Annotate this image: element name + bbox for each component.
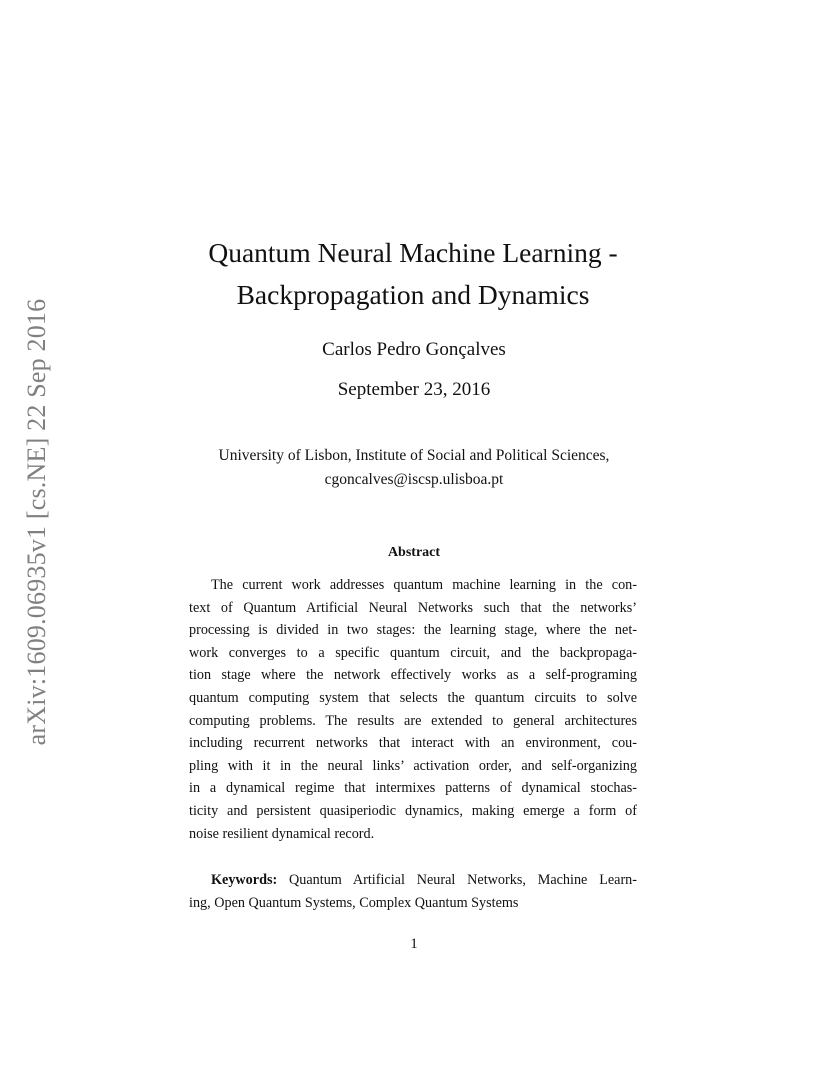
- publication-date: September 23, 2016: [337, 379, 491, 400]
- author-name: Carlos Pedro Gonçalves: [322, 339, 506, 360]
- abstract-line: processing is divided in two stages: the learning stage, where the net-: [189, 622, 637, 639]
- keywords-line: [189, 869, 637, 892]
- paper-title: [130, 232, 696, 316]
- affiliation-institution: University of Lisbon, Institute of Social and Political Sciences,: [218, 447, 610, 464]
- abstract-line: noise resilient dynamical record.: [189, 825, 375, 842]
- keywords-label: Keywords:: [211, 872, 278, 888]
- title-line: Backpropagation and Dynamics: [236, 279, 590, 310]
- abstract-line: computing problems. The results are extended to general architectures: [189, 712, 637, 729]
- author-email: cgoncalves@iscsp.ulisboa.pt: [324, 471, 504, 488]
- title-line: Quantum Neural Machine Learning -: [208, 237, 618, 268]
- abstract-line: in a dynamical regime that intermixes patterns of dynamical stochas-: [189, 780, 637, 797]
- keywords-line: ing, Open Quantum Systems, Complex Quantum Systems: [189, 894, 519, 911]
- abstract-line: The current work addresses quantum machine learning in the con-: [211, 577, 637, 593]
- abstract-heading: Abstract: [387, 545, 441, 560]
- keywords-text: Quantum Artificial Neural Networks, Machine Learn-: [277, 872, 637, 888]
- abstract-line: including recurrent networks that interact with an environment, cou-: [189, 735, 637, 752]
- abstract-line: work converges to a specific quantum circuit, and the backpropaga-: [189, 644, 637, 661]
- keywords-section: [189, 869, 637, 914]
- abstract-line: quantum computing system that selects the quantum circuits to solve: [189, 689, 637, 706]
- abstract-line: tion stage where the network effectively works as a self-programing: [189, 667, 637, 684]
- abstract-line: ticity and persistent quasiperiodic dynamics, making emerge a form of: [189, 802, 637, 819]
- abstract-line: text of Quantum Artificial Neural Networks such that the networks’: [189, 599, 637, 616]
- page-number: 1: [410, 936, 418, 952]
- arxiv-identifier-stamp: arXiv:1609.06935v1 [cs.NE] 22 Sep 2016: [22, 298, 51, 746]
- abstract-body: [189, 574, 637, 845]
- affiliation: [0, 444, 828, 492]
- abstract-line: pling with it in the neural links’ activation order, and self-organizing: [189, 757, 637, 774]
